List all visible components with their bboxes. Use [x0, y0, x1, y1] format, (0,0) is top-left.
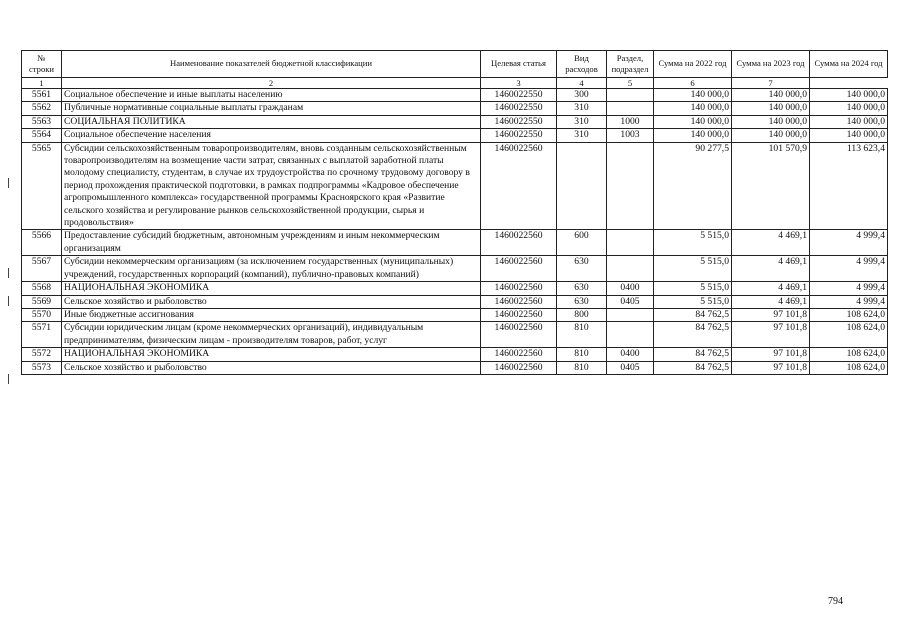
budget-table — [21, 50, 888, 375]
expense-type: 310 — [557, 102, 607, 115]
indicator-name: Публичные нормативные социальные выплаты гражданам — [62, 102, 481, 115]
row-number: 5566 — [22, 230, 62, 256]
sum-2023: 4 469,1 — [732, 256, 810, 282]
target-article: 1460022560 — [481, 322, 557, 348]
indicator-name: СОЦИАЛЬНАЯ ПОЛИТИКА — [62, 115, 481, 128]
target-article: 1460022550 — [481, 102, 557, 115]
expense-type — [557, 142, 607, 230]
table-row — [22, 230, 888, 256]
expense-type: 310 — [557, 129, 607, 142]
sum-2022: 84 762,5 — [654, 348, 732, 361]
expense-type: 800 — [557, 308, 607, 321]
section-code: 0400 — [607, 348, 654, 361]
section-code: 1003 — [607, 129, 654, 142]
target-article: 1460022560 — [481, 348, 557, 361]
expense-type: 630 — [557, 256, 607, 282]
sum-2023: 4 469,1 — [732, 295, 810, 308]
table-row — [22, 115, 888, 128]
target-article: 1460022550 — [481, 89, 557, 102]
row-number: 5569 — [22, 295, 62, 308]
expense-type: 810 — [557, 322, 607, 348]
table-row — [22, 129, 888, 142]
sum-2024: 140 000,0 — [810, 102, 888, 115]
header-row-number: № строки — [22, 51, 62, 78]
target-article: 1460022550 — [481, 115, 557, 128]
sum-2023: 97 101,8 — [732, 322, 810, 348]
row-number: 5568 — [22, 282, 62, 295]
sum-2022: 84 762,5 — [654, 308, 732, 321]
row-number: 5572 — [22, 348, 62, 361]
expense-type: 630 — [557, 295, 607, 308]
table-row — [22, 102, 888, 115]
sum-2024: 140 000,0 — [810, 89, 888, 102]
table-body — [22, 89, 888, 375]
margin-mark — [8, 268, 9, 278]
margin-mark — [8, 374, 9, 384]
header-sum-2024: Сумма на 2024 год — [810, 51, 888, 78]
table-row — [22, 361, 888, 374]
indicator-name: Субсидии некоммерческим организациям (за исключением государственных (муниципальных) учреждений, государственных корпораций (компаний), публично-правовых компаний) — [62, 256, 481, 282]
sum-2022: 84 762,5 — [654, 322, 732, 348]
sum-2022: 140 000,0 — [654, 115, 732, 128]
sum-2024: 4 999,4 — [810, 282, 888, 295]
target-article: 1460022560 — [481, 282, 557, 295]
column-index: 6 — [654, 78, 732, 89]
header-sum-2022: Сумма на 2022 год — [654, 51, 732, 78]
sum-2023: 4 469,1 — [732, 282, 810, 295]
sum-2023: 140 000,0 — [732, 102, 810, 115]
sum-2024: 4 999,4 — [810, 256, 888, 282]
section-code: 0400 — [607, 282, 654, 295]
section-code — [607, 142, 654, 230]
indicator-name: НАЦИОНАЛЬНАЯ ЭКОНОМИКА — [62, 282, 481, 295]
sum-2022: 84 762,5 — [654, 361, 732, 374]
indicator-name: Сельское хозяйство и рыболовство — [62, 295, 481, 308]
target-article: 1460022560 — [481, 142, 557, 230]
margin-mark — [8, 178, 9, 188]
indicator-name: Иные бюджетные ассигнования — [62, 308, 481, 321]
column-index: 5 — [607, 78, 654, 89]
row-number: 5563 — [22, 115, 62, 128]
sum-2023: 97 101,8 — [732, 308, 810, 321]
budget-sheet — [21, 50, 885, 375]
indicator-name: Сельское хозяйство и рыболовство — [62, 361, 481, 374]
sum-2022: 5 515,0 — [654, 282, 732, 295]
indicator-name: Субсидии юридическим лицам (кроме некоммерческих организаций), индивидуальным предпринимателям, физическим лицам - производителям товаров, работ, услуг — [62, 322, 481, 348]
expense-type: 810 — [557, 348, 607, 361]
expense-type: 310 — [557, 115, 607, 128]
table-row — [22, 308, 888, 321]
sum-2023: 101 570,9 — [732, 142, 810, 230]
indicator-name: Предоставление субсидий бюджетным, автономным учреждениям и иным некоммерческим организациям — [62, 230, 481, 256]
header-indicator-name: Наименование показателей бюджетной классификации — [62, 51, 481, 78]
table-row — [22, 89, 888, 102]
expense-type: 810 — [557, 361, 607, 374]
row-number: 5565 — [22, 142, 62, 230]
sum-2023: 97 101,8 — [732, 361, 810, 374]
row-number: 5562 — [22, 102, 62, 115]
header-sum-2023: Сумма на 2023 год — [732, 51, 810, 78]
sum-2024: 108 624,0 — [810, 361, 888, 374]
column-index: 4 — [557, 78, 607, 89]
indicator-name: Социальное обеспечение и иные выплаты населению — [62, 89, 481, 102]
section-code — [607, 230, 654, 256]
section-code: 1000 — [607, 115, 654, 128]
indicator-name: Субсидии сельскохозяйственным товаропроизводителям, вновь созданным сельскохозяйственным товаропроизводителям на возмещение части затрат, связанных с выплатой заработной платы молодому специалисту, студентам, в случае их трудоустройства по срочному трудовому договору в период прохождения практической подготовки, в рамках подпрограммы «Кадровое обеспечение агропромышленного комплекса» государственной программы Красноярского края «Развитие сельского хозяйства и регулирование рынков сельскохозяйственной продукции, сырья и продовольствия» — [62, 142, 481, 230]
sum-2022: 5 515,0 — [654, 256, 732, 282]
header-expense-type: Вид расходов — [557, 51, 607, 78]
column-index: 2 — [62, 78, 481, 89]
expense-type: 630 — [557, 282, 607, 295]
row-number: 5567 — [22, 256, 62, 282]
row-number: 5571 — [22, 322, 62, 348]
sum-2024: 140 000,0 — [810, 129, 888, 142]
table-row — [22, 295, 888, 308]
indicator-name: Социальное обеспечение населения — [62, 129, 481, 142]
target-article: 1460022550 — [481, 129, 557, 142]
page-number: 794 — [828, 596, 843, 607]
section-code — [607, 308, 654, 321]
section-code — [607, 102, 654, 115]
sum-2024: 140 000,0 — [810, 115, 888, 128]
table-row — [22, 348, 888, 361]
expense-type: 300 — [557, 89, 607, 102]
row-number: 5561 — [22, 89, 62, 102]
table-header-row — [22, 51, 888, 78]
sum-2024: 108 624,0 — [810, 348, 888, 361]
section-code — [607, 322, 654, 348]
column-index: 7 — [732, 78, 810, 89]
sum-2022: 5 515,0 — [654, 230, 732, 256]
target-article: 1460022560 — [481, 256, 557, 282]
sum-2023: 97 101,8 — [732, 348, 810, 361]
row-number: 5564 — [22, 129, 62, 142]
sum-2024: 113 623,4 — [810, 142, 888, 230]
margin-mark — [8, 296, 9, 306]
row-number: 5573 — [22, 361, 62, 374]
indicator-name: НАЦИОНАЛЬНАЯ ЭКОНОМИКА — [62, 348, 481, 361]
section-code — [607, 89, 654, 102]
target-article: 1460022560 — [481, 295, 557, 308]
table-row — [22, 282, 888, 295]
column-index: 3 — [481, 78, 557, 89]
sum-2024: 4 999,4 — [810, 230, 888, 256]
sum-2022: 140 000,0 — [654, 89, 732, 102]
sum-2023: 140 000,0 — [732, 89, 810, 102]
column-index: 1 — [22, 78, 62, 89]
sum-2023: 140 000,0 — [732, 129, 810, 142]
header-target-article: Целевая статья — [481, 51, 557, 78]
section-code — [607, 256, 654, 282]
target-article: 1460022560 — [481, 230, 557, 256]
expense-type: 600 — [557, 230, 607, 256]
sum-2023: 140 000,0 — [732, 115, 810, 128]
sum-2024: 4 999,4 — [810, 295, 888, 308]
section-code: 0405 — [607, 361, 654, 374]
sum-2022: 90 277,5 — [654, 142, 732, 230]
column-index-row — [22, 78, 888, 89]
target-article: 1460022560 — [481, 308, 557, 321]
sum-2022: 140 000,0 — [654, 129, 732, 142]
header-section: Раздел, подраздел — [607, 51, 654, 78]
table-row — [22, 142, 888, 230]
section-code: 0405 — [607, 295, 654, 308]
table-row — [22, 256, 888, 282]
table-row — [22, 322, 888, 348]
target-article: 1460022560 — [481, 361, 557, 374]
sum-2024: 108 624,0 — [810, 322, 888, 348]
sum-2024: 108 624,0 — [810, 308, 888, 321]
sum-2022: 5 515,0 — [654, 295, 732, 308]
sum-2022: 140 000,0 — [654, 102, 732, 115]
sum-2023: 4 469,1 — [732, 230, 810, 256]
row-number: 5570 — [22, 308, 62, 321]
